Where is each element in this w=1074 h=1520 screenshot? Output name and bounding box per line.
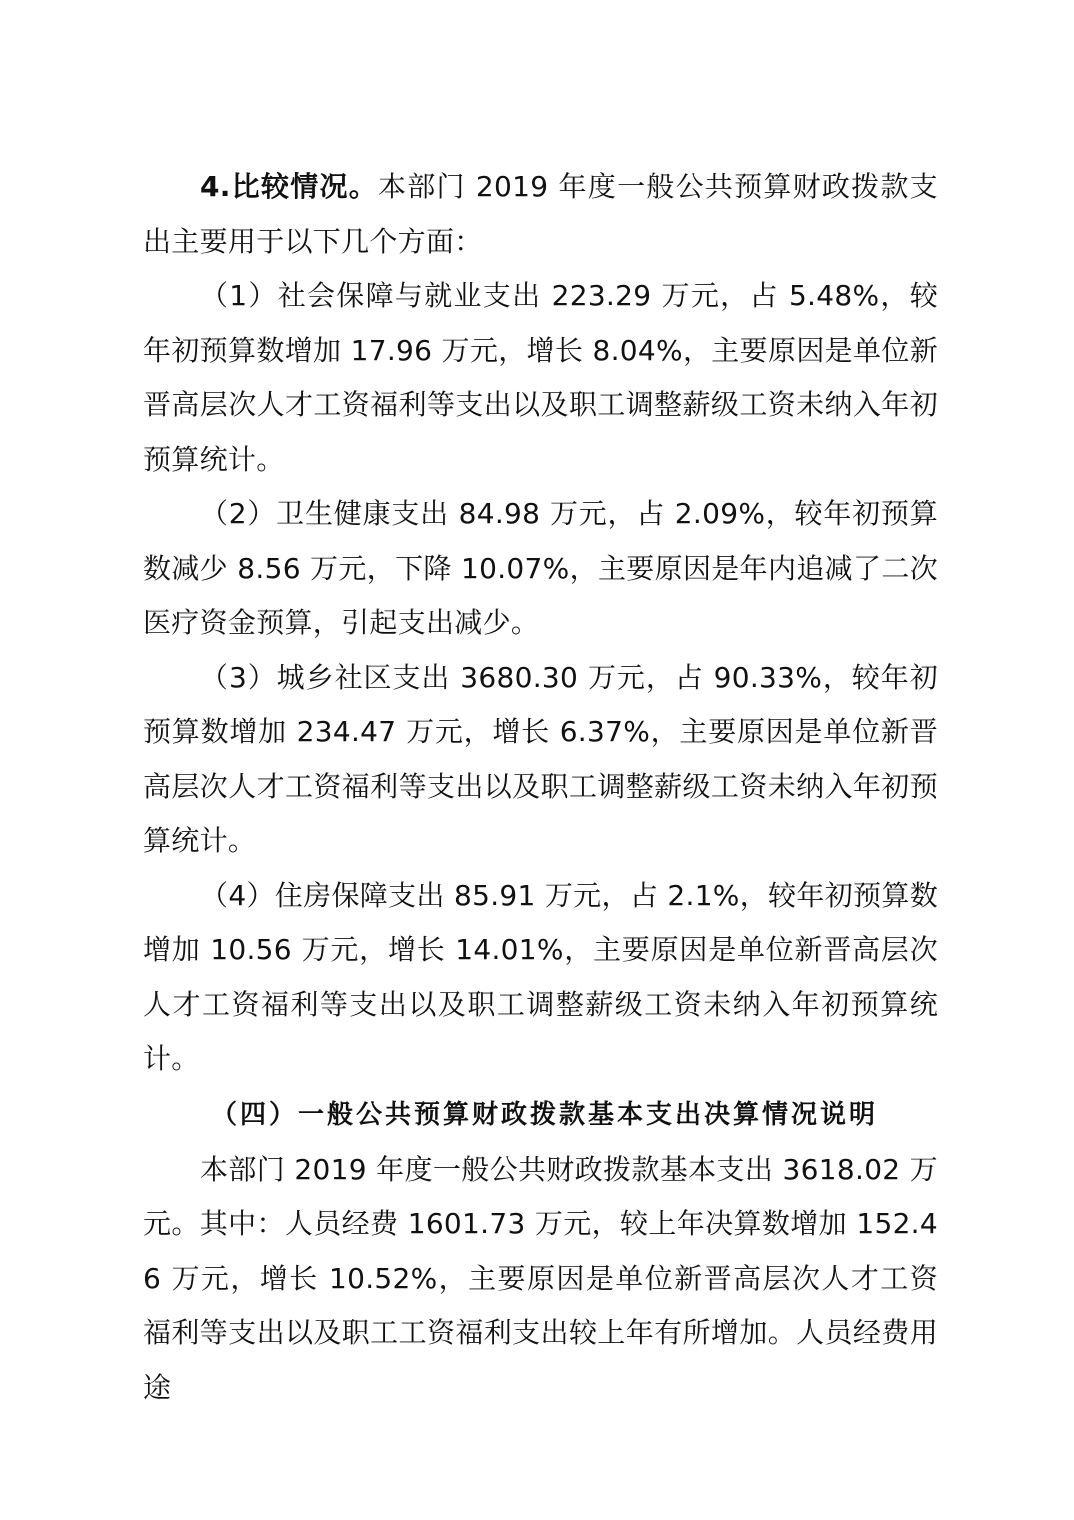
section-heading-basic-expenditure: （四）一般公共预算财政拨款基本支出决算情况说明 xyxy=(211,1099,879,1130)
basic-expenditure-paragraph: 本部门 2019 年度一般公共财政拨款基本支出 3618.02 万元。其中：人员经费 1601.73 万元，较上年决算数增加 152.46 万元，增长 10.52%，主要原因是单位新晋高层次人才工资福利等支出以及职工工资福利支出较上年有所增加。人员经费用途 xyxy=(143,1152,938,1404)
item-health: （2）卫生健康支出 84.98 万元，占 2.09%，较年初预算数减少 8.56 万元，下降 10.07%，主要原因是年内追减了二次医疗资金预算，引起支出减少。 xyxy=(143,497,938,639)
comparison-intro-paragraph xyxy=(143,160,938,269)
comparison-intro-text: 本部门 2019 年度一般公共预算财政拨款支出主要用于以下几个方面： xyxy=(143,170,938,258)
item-housing: （4）住房保障支出 85.91 万元，占 2.1%，较年初预算数增加 10.56 万元，增长 14.01%，主要原因是单位新晋高层次人才工资福利等支出以及职工调整薪级工资未纳入年初预算统计。 xyxy=(143,878,938,1075)
comparison-lead-heading: 4.比较情况。 xyxy=(200,170,378,203)
document-body xyxy=(143,160,938,1415)
item-urban-rural-community: （3）城乡社区支出 3680.30 万元，占 90.33%，较年初预算数增加 234.47 万元，增长 6.37%，主要原因是单位新晋高层次人才工资福利等支出以及职工调整薪级工资未纳入年初预算统计。 xyxy=(143,660,938,857)
item-social-security: （1）社会保障与就业支出 223.29 万元，占 5.48%，较年初预算数增加 17.96 万元，增长 8.04%，主要原因是单位新晋高层次人才工资福利等支出以及职工调整薪级工资未纳入年初预算统计。 xyxy=(143,279,938,476)
